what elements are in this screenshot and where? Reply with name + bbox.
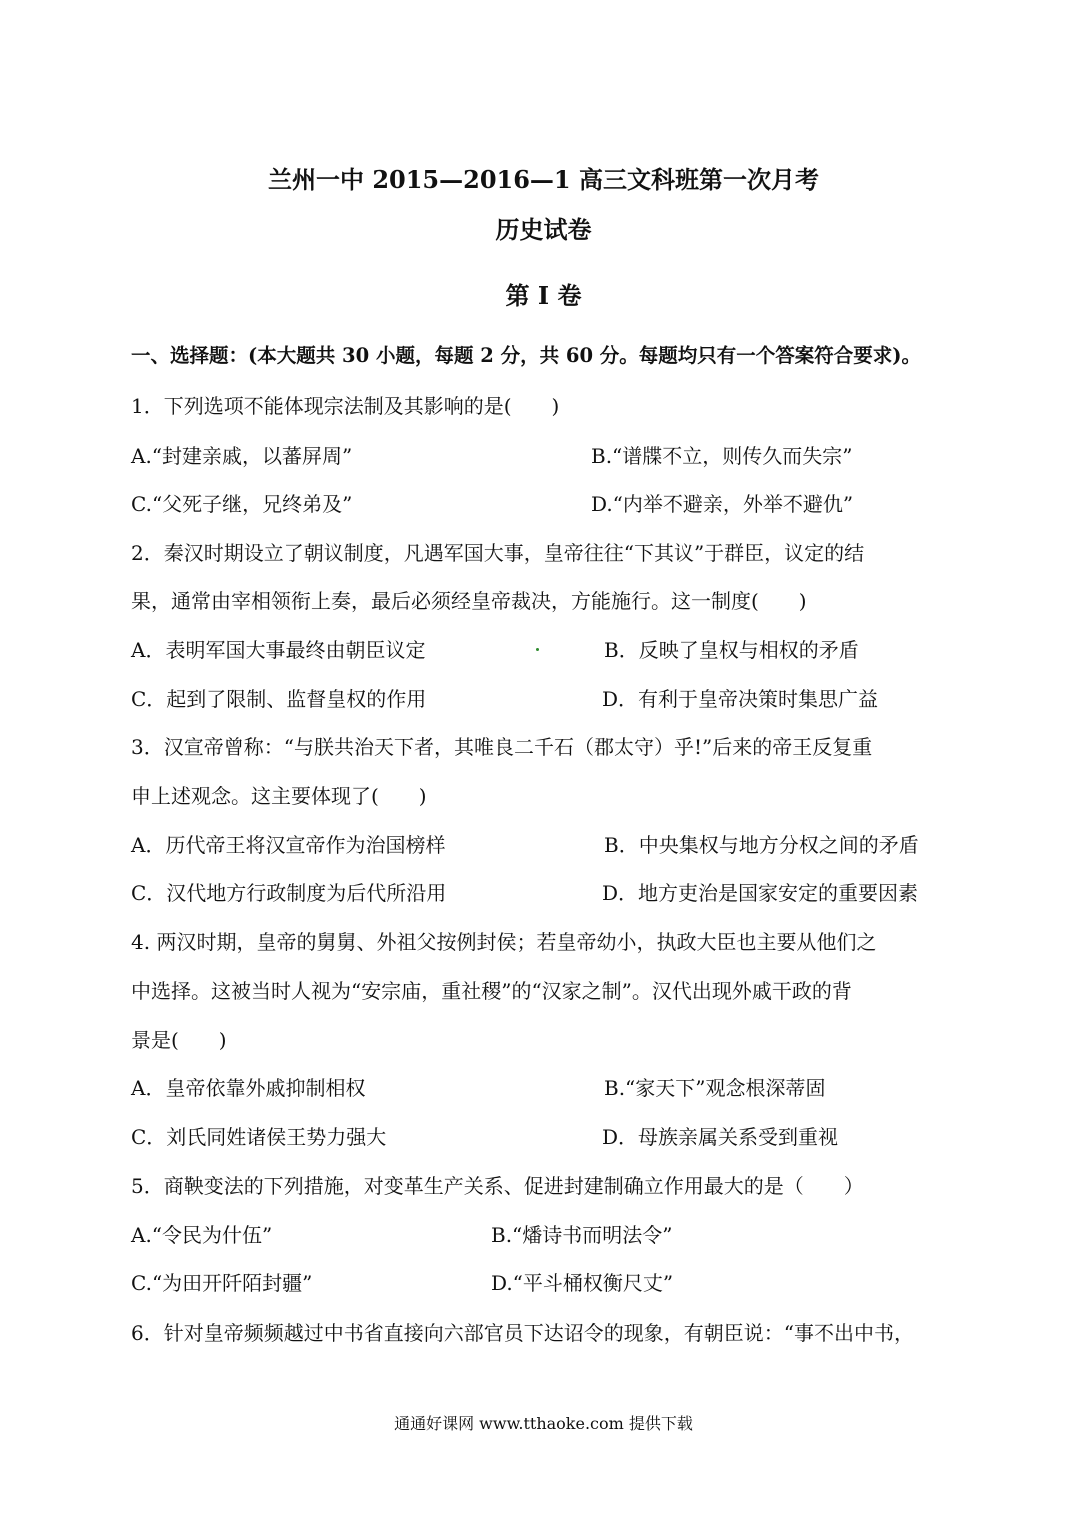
question-1-option-c: C.“父死子继，兄终弟及”: [131, 492, 353, 516]
question-5-option-b: B.“燔诗书而明法令”: [491, 1223, 673, 1247]
question-5-stem: 5．商鞅变法的下列措施，对变革生产关系、促进封建制确立作用最大的是（ ）: [131, 1174, 864, 1198]
question-4-stem-line-2: 中选择。这被当时人视为“安宗庙，重社稷”的“汉家之制”。汉代出现外戚干政的背: [131, 979, 852, 1003]
question-6-stem: 6．针对皇帝频频越过中书省直接向六部官员下达诏令的现象，有朝臣说：“事不出中书，: [131, 1321, 914, 1345]
page-footer: 通通好课网 www.tthaoke.com 提供下载: [394, 1414, 693, 1433]
question-1-option-b: B.“谱牒不立，则传久而失宗”: [591, 444, 853, 468]
question-4-option-a: A．皇帝依靠外戚抑制相权: [131, 1076, 366, 1100]
question-4-option-d: D．母族亲属关系受到重视: [602, 1125, 839, 1149]
question-2-option-d: D．有利于皇帝决策时集思广益: [602, 687, 879, 711]
exam-title: 兰州一中 2015—2016—1 高三文科班第一次月考: [267, 165, 819, 194]
question-1-option-d: D.“内举不避亲，外举不避仇”: [591, 492, 854, 516]
question-2-stem-line-2: 果，通常由宰相领衔上奏，最后必须经皇帝裁决，方能施行。这一制度( ): [131, 589, 807, 613]
question-2-stem-line-1: 2．秦汉时期设立了朝议制度，凡遇军国大事，皇帝往往“下其议”于群臣，议定的结: [131, 541, 865, 565]
question-3-stem-line-1: 3．汉宣帝曾称：“与朕共治天下者，其唯良二千石（郡太守）乎!”后来的帝王反复重: [131, 735, 873, 759]
question-2-option-a: A．表明军国大事最终由朝臣议定: [131, 638, 426, 662]
question-4-stem-line-3: 景是( ): [131, 1028, 227, 1052]
question-4-option-c: C．刘氏同姓诸侯王势力强大: [131, 1125, 387, 1149]
volume-label: 第 I 卷: [505, 281, 582, 310]
section-heading: 一、选择题：(本大题共 30 小题，每题 2 分，共 60 分。每题均只有一个答案符合要求)。: [131, 344, 922, 367]
question-3-option-a: A．历代帝王将汉宣帝作为治国榜样: [131, 833, 446, 857]
question-2-option-c: C．起到了限制、监督皇权的作用: [131, 687, 427, 711]
question-3-option-b: B．中央集权与地方分权之间的矛盾: [604, 833, 919, 857]
question-2-option-b: B．反映了皇权与相权的矛盾: [604, 638, 859, 662]
question-3-stem-line-2: 申上述观念。这主要体现了( ): [131, 784, 427, 808]
question-5-option-a: A.“令民为什伍”: [131, 1223, 273, 1247]
exam-subject: 历史试卷: [495, 215, 592, 244]
question-3-option-d: D．地方吏治是国家安定的重要因素: [602, 881, 919, 905]
question-4-option-b: B.“家天下”观念根深蒂固: [604, 1076, 826, 1100]
question-5-option-d: D.“平斗桶权衡尺丈”: [491, 1271, 674, 1295]
question-3-option-c: C．汉代地方行政制度为后代所沿用: [131, 881, 447, 905]
stray-mark: [536, 648, 539, 651]
question-1-option-a: A.“封建亲戚，以蕃屏周”: [131, 444, 353, 468]
question-1-stem: 1．下列选项不能体现宗法制及其影响的是( ): [131, 394, 560, 418]
question-4-stem-line-1: 4. 两汉时期，皇帝的舅舅、外祖父按例封侯；若皇帝幼小，执政大臣也主要从他们之: [131, 930, 877, 954]
question-5-option-c: C.“为田开阡陌封疆”: [131, 1271, 313, 1295]
